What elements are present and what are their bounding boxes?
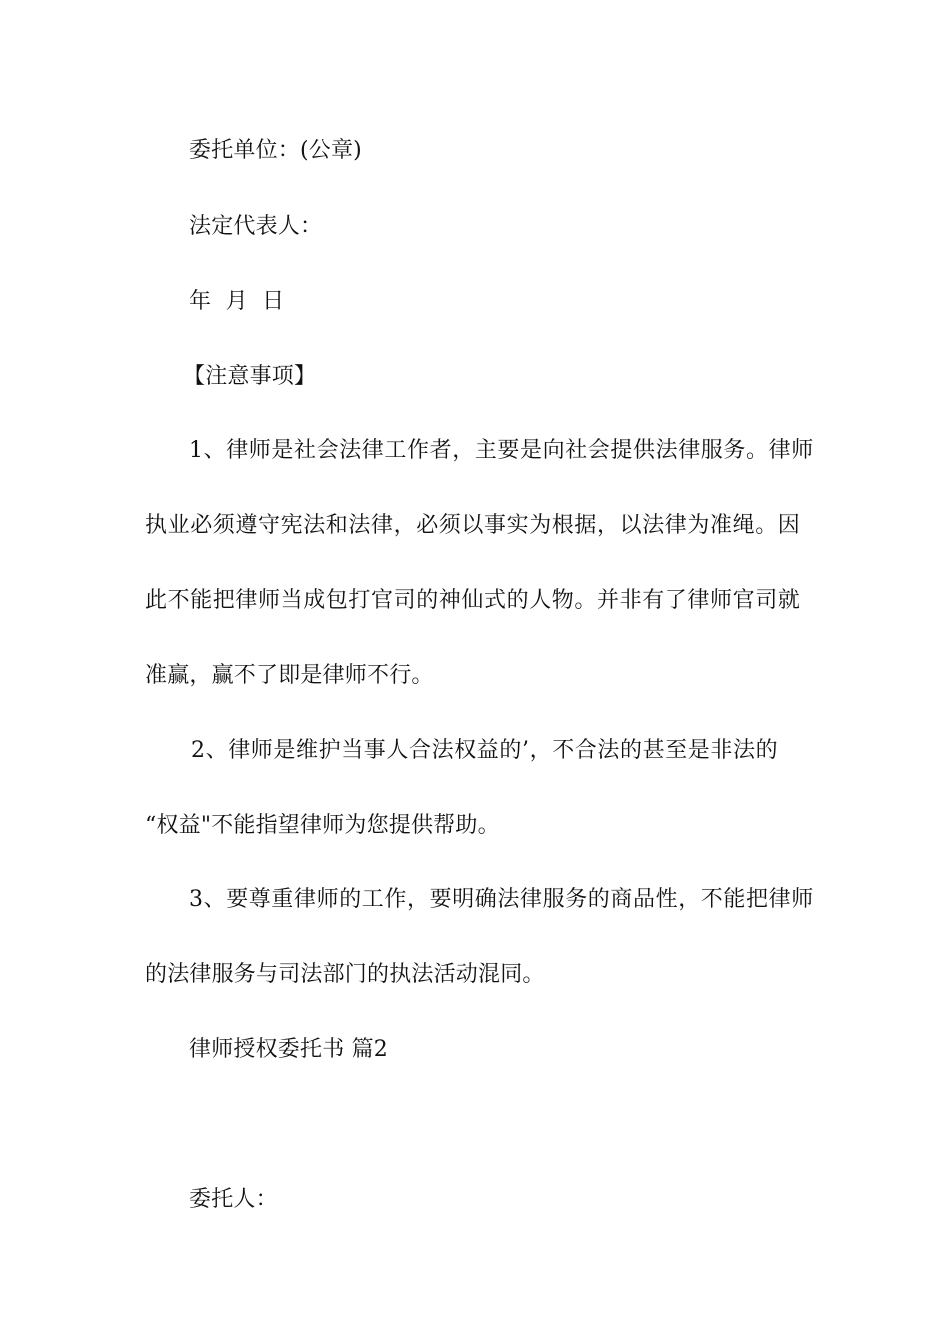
note-1-line-1: 1、律师是社会法律工作者，主要是向社会提供法律服务。律师	[189, 438, 814, 463]
legal-representative-line: 法定代表人：	[189, 214, 323, 239]
note-3-line-1: 3、要尊重律师的工作，要明确法律服务的商品性，不能把律师	[189, 887, 814, 912]
date-line: 年 月 日	[189, 289, 285, 314]
notes-heading: 【注意事项】	[183, 364, 317, 389]
note-2-line-2: “权益"不能指望律师为您提供帮助。	[145, 813, 500, 838]
client-unit-seal-line: 委托单位：(公章)	[189, 138, 362, 163]
principal-line: 委托人：	[189, 1187, 278, 1212]
note-1-line-3: 此不能把律师当成包打官司的神仙式的人物。并非有了律师官司就	[145, 588, 801, 613]
note-1-line-2: 执业必须遵守宪法和法律，必须以事实为根据，以法律为准绳。因	[145, 513, 801, 538]
section-title: 律师授权委托书 篇2	[189, 1037, 388, 1062]
note-3-line-2: 的法律服务与司法部门的执法活动混同。	[145, 962, 545, 987]
note-2-line-1: 2、律师是维护当事人合法权益的’，不合法的甚至是非法的	[191, 738, 779, 763]
note-1-line-4: 准赢，赢不了即是律师不行。	[145, 663, 434, 688]
